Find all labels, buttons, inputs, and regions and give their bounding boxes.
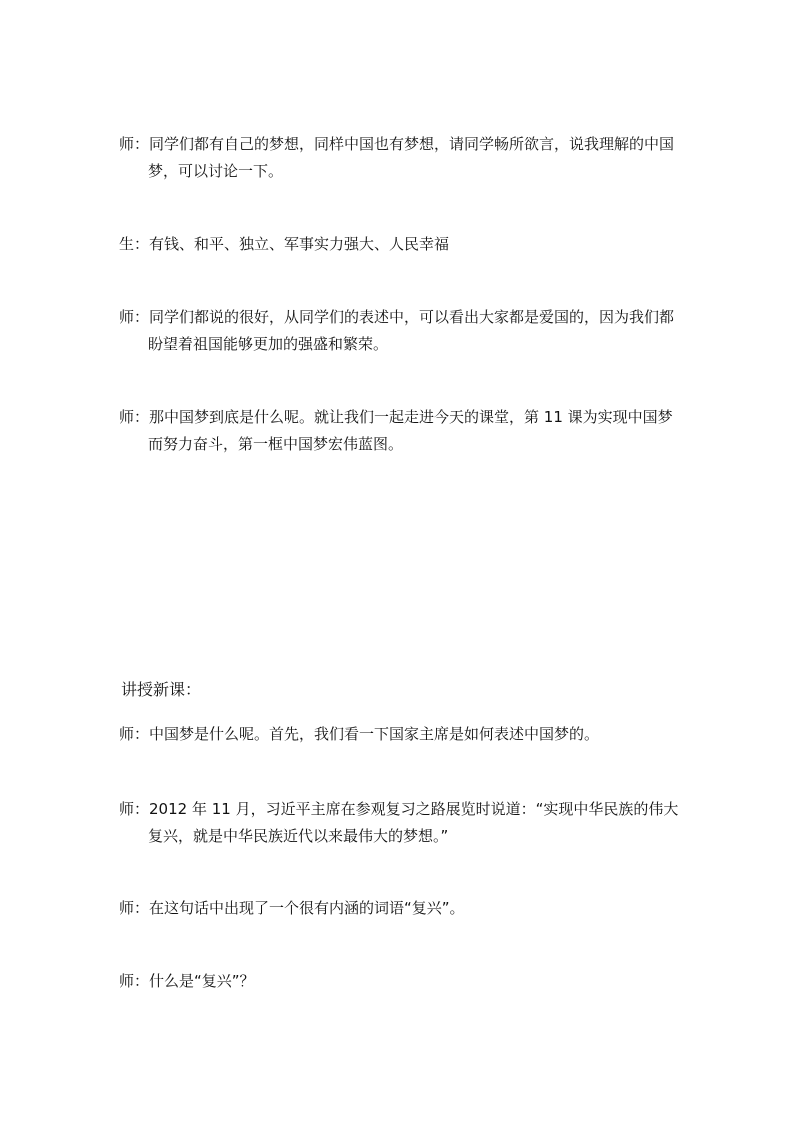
dialogue-paragraph: 师：中国梦是什么呢。首先，我们看一下国家主席是如何表述中国梦的。 <box>119 725 600 743</box>
dialogue-paragraph: 师：什么是“复兴”？ <box>119 972 255 990</box>
dialogue-paragraph: 师：那中国梦到底是什么呢。就让我们一起走进今天的课堂，第 11 课为实现中国梦而努力奋斗，第一框中国梦宏伟蓝图。 <box>119 408 673 453</box>
dialogue-paragraph: 生：有钱、和平、独立、军事实力强大、人民幸福 <box>119 235 450 253</box>
dialogue-paragraph: 师：同学们都说的很好，从同学们的表述中，可以看出大家都是爱国的，因为我们都盼望着祖国能够更加的强盛和繁荣。 <box>119 308 675 353</box>
section-heading: 讲授新课： <box>121 680 202 699</box>
dialogue-paragraph: 师：在这句话中出现了一个很有内涵的词语“复兴”。 <box>119 899 465 917</box>
dialogue-paragraph: 师：2012 年 11 月，习近平主席在参观复习之路展览时说道：“实现中华民族的伟大复兴，就是中华民族近代以来最伟大的梦想。” <box>119 800 679 845</box>
dialogue-paragraph: 师：同学们都有自己的梦想，同样中国也有梦想，请同学畅所欲言，说我理解的中国梦，可以讨论一下。 <box>119 135 675 180</box>
